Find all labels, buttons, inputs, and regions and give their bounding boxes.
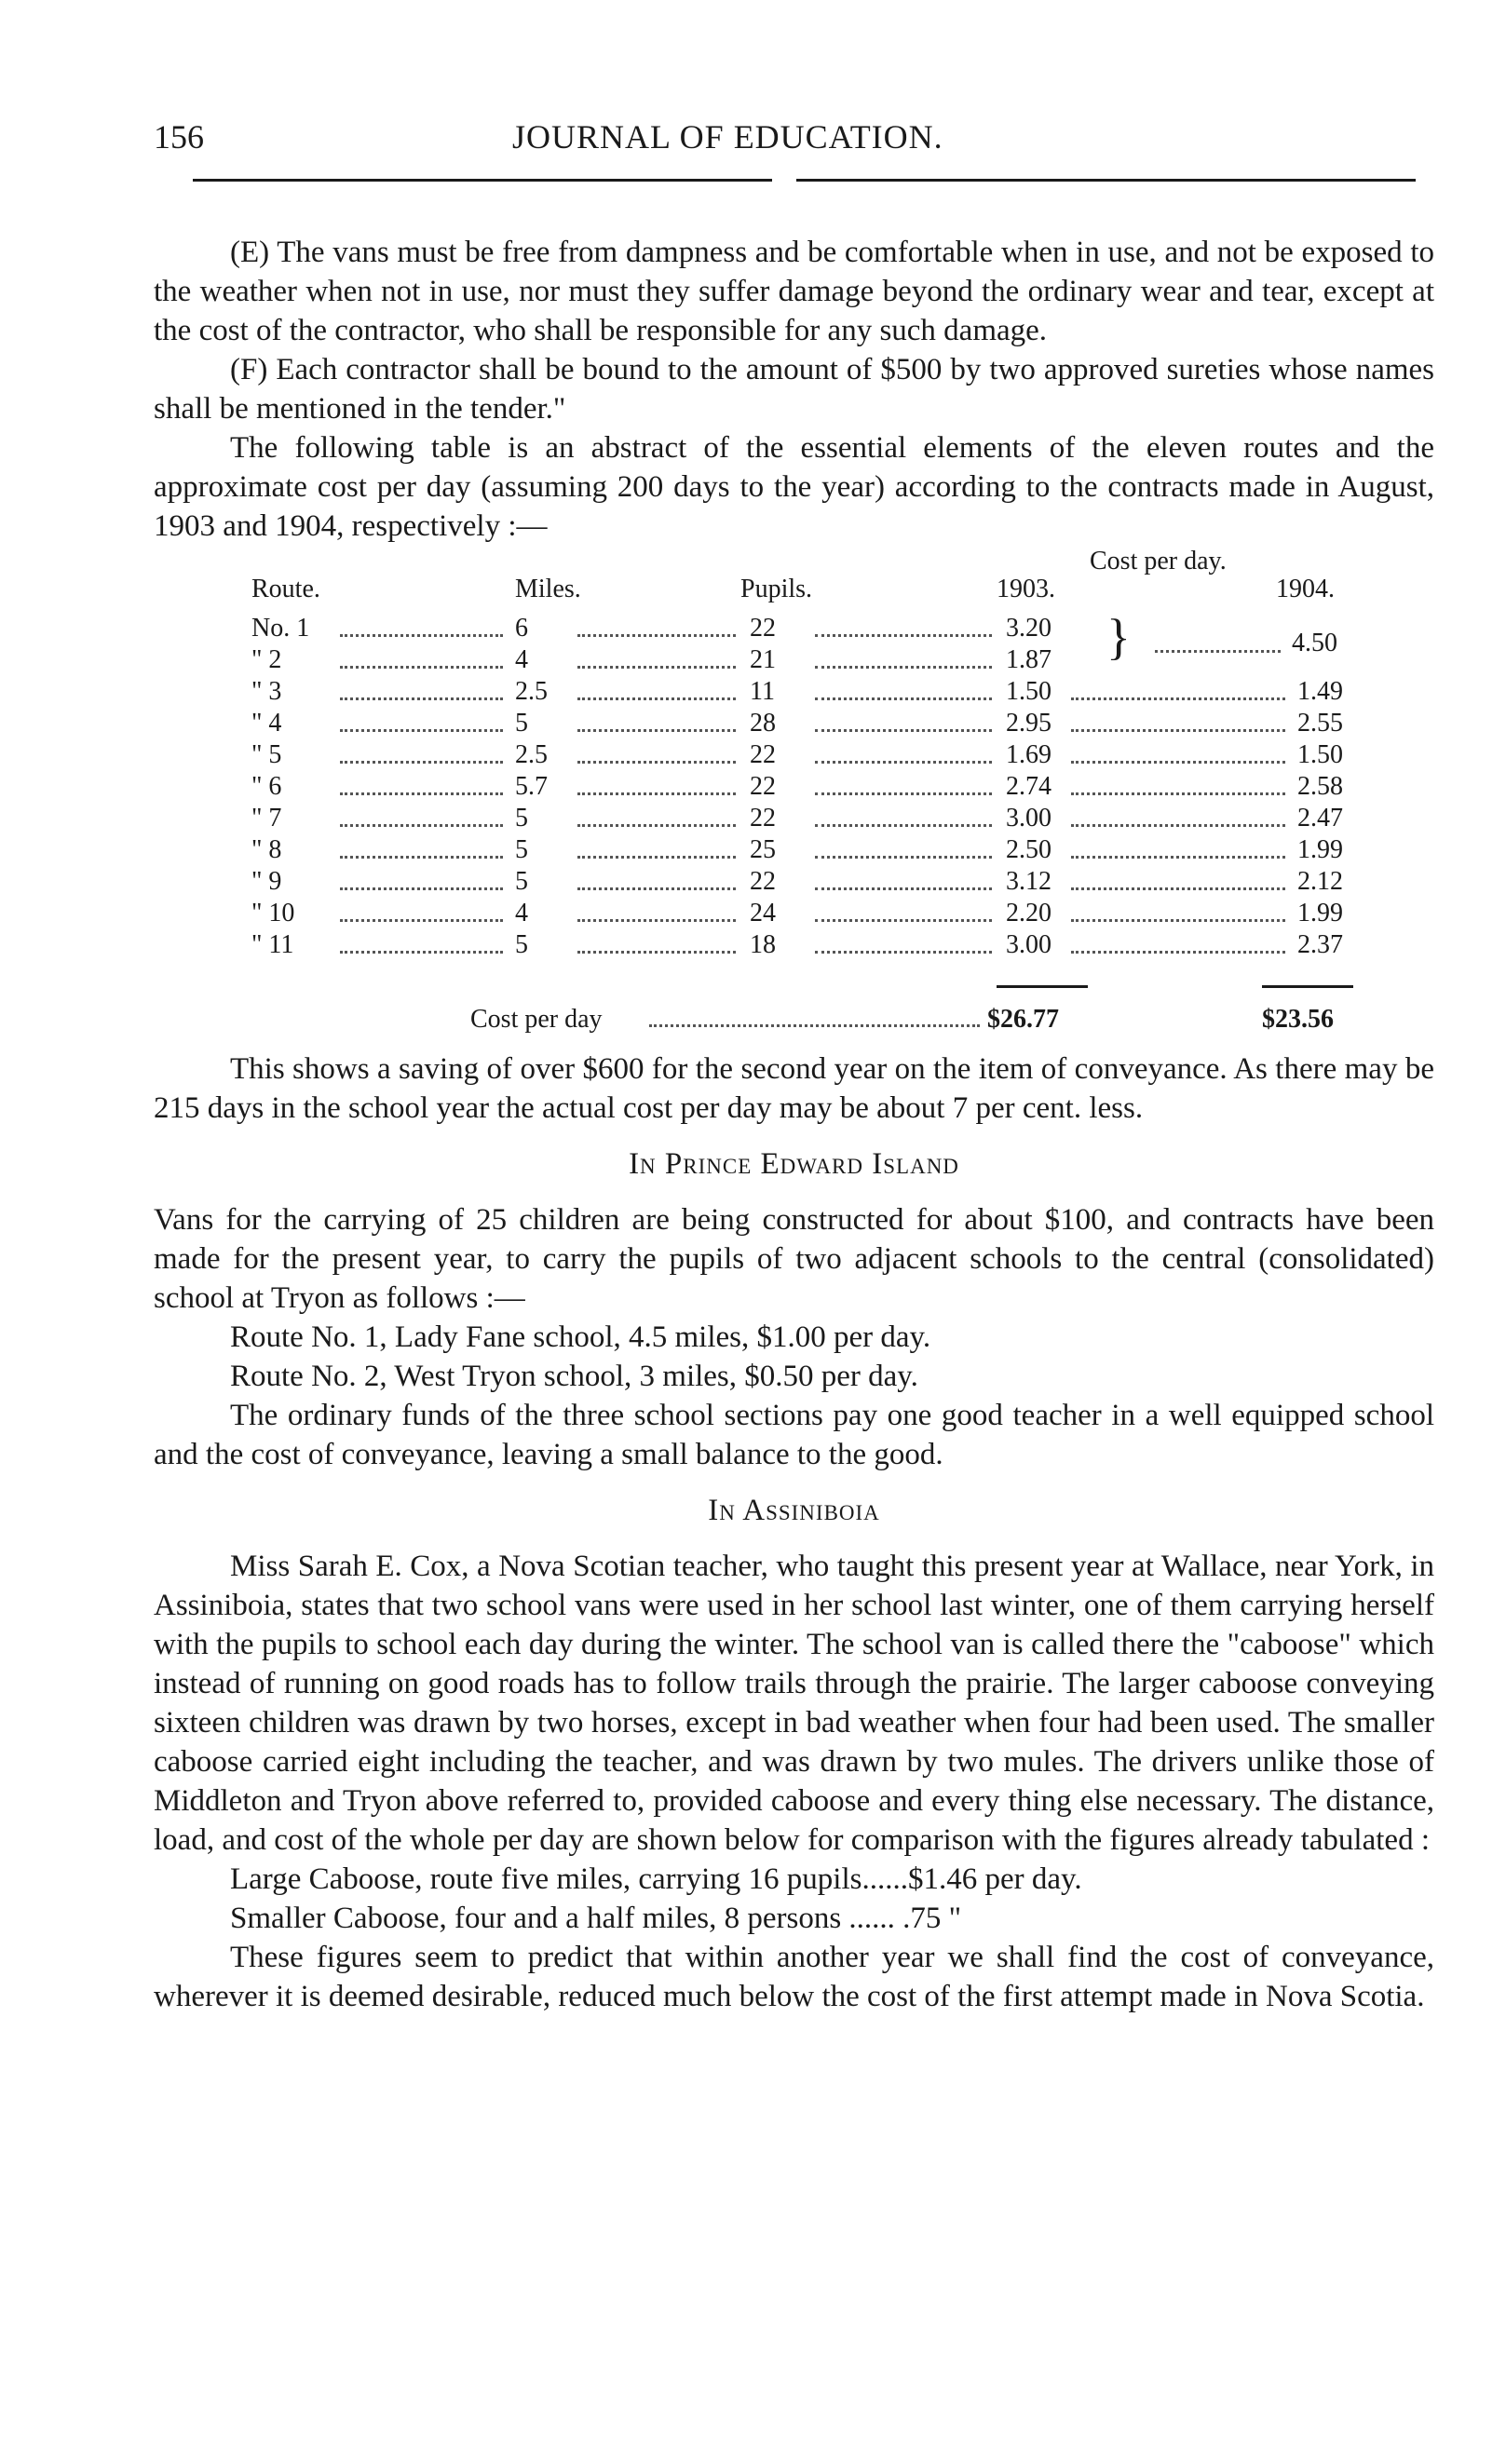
cell-1903: 3.00 [1006, 804, 1051, 833]
cell-pupils: 22 [750, 804, 776, 833]
cost-table [154, 547, 1434, 1049]
dot-leader [1071, 697, 1285, 700]
cell-route: " 6 [251, 772, 282, 801]
page-number: 156 [154, 118, 204, 156]
dot-leader [815, 729, 992, 732]
dot-leader [815, 666, 992, 669]
cell-pupils: 22 [750, 740, 776, 769]
paragraph-table-intro: The following table is an abstract of the essential elements of the eleven routes and the approximate cost per day (assuming 200 days to the year) according to the contracts made in August, 1903 and 1904, respectively :— [154, 431, 1434, 543]
dot-leader [340, 792, 503, 795]
cell-1903: 2.74 [1006, 772, 1051, 801]
cell-miles: 4 [515, 645, 528, 674]
dot-leader [340, 729, 503, 732]
route-line-1: Route No. 1, Lady Fane school, 4.5 miles, $1.00 per day. [230, 1320, 931, 1354]
dot-leader [340, 697, 503, 700]
dot-leader [1071, 919, 1285, 922]
header-pupils: Pupils. [740, 575, 813, 603]
cell-1904: 2.37 [1297, 930, 1343, 959]
heading-prince-edward-island: In Prince Edward Island [629, 1147, 959, 1181]
dot-leader [340, 761, 503, 764]
dot-leader [340, 634, 503, 637]
cell-route: " 8 [251, 835, 282, 864]
sum-rule-1904 [1262, 985, 1353, 988]
page-body [154, 233, 1434, 2016]
header-miles: Miles. [515, 575, 581, 603]
cell-miles: 2.5 [515, 677, 548, 706]
dot-leader [1071, 824, 1285, 827]
sum-rule-1903 [997, 985, 1088, 988]
dot-leader [577, 856, 736, 859]
cell-route: " 11 [251, 930, 294, 959]
dot-leader [577, 824, 736, 827]
cell-1903: 1.69 [1006, 740, 1051, 769]
cell-route: " 9 [251, 867, 282, 896]
header-1903: 1903. [997, 575, 1055, 603]
paragraph-f: (F) Each contractor shall be bound to the amount of $500 by two approved sureties whose names shall be mentioned in the tender." [154, 353, 1434, 426]
cell-route: " 4 [251, 709, 282, 738]
cell-1903: 2.50 [1006, 835, 1051, 864]
header-route: Route. [251, 575, 320, 603]
dot-leader [1071, 856, 1285, 859]
dot-leader [340, 887, 503, 890]
dot-leader [1071, 792, 1285, 795]
dot-leader [340, 919, 503, 922]
cell-route: " 3 [251, 677, 282, 706]
dot-leader [815, 792, 992, 795]
bracket-brace: } [1106, 609, 1131, 665]
cell-1904: 2.47 [1297, 804, 1343, 833]
cell-miles: 5 [515, 835, 528, 864]
header-rule-right [796, 179, 1416, 182]
cell-1903: 3.20 [1006, 614, 1051, 643]
dot-leader [815, 697, 992, 700]
cell-miles: 5 [515, 930, 528, 959]
cell-1904: 1.99 [1297, 835, 1343, 864]
cell-route: " 5 [251, 740, 282, 769]
large-caboose-line: Large Caboose, route five miles, carrying 16 pupils......$1.46 per day. [230, 1862, 1082, 1896]
dot-leader [1071, 887, 1285, 890]
header-rule-left [193, 179, 772, 182]
total-1903: $26.77 [987, 1005, 1059, 1034]
dot-leader [815, 634, 992, 637]
cell-pupils: 21 [750, 645, 776, 674]
paragraph-pei-funds: The ordinary funds of the three school sections pay one good teacher in a well equipped school and the cost of conveyance, leaving a small balance to the good. [154, 1399, 1434, 1471]
cell-pupils: 28 [750, 709, 776, 738]
dot-leader [1071, 951, 1285, 954]
cell-pupils: 11 [750, 677, 775, 706]
dot-leader [815, 761, 992, 764]
bracket-value-1904: 4.50 [1292, 629, 1337, 657]
cell-1904: 1.99 [1297, 899, 1343, 927]
cell-pupils: 24 [750, 899, 776, 927]
cell-1904: 2.12 [1297, 867, 1343, 896]
dot-leader [577, 697, 736, 700]
cell-pupils: 22 [750, 867, 776, 896]
dot-leader [340, 951, 503, 954]
cost-per-day-header: Cost per day. [1090, 547, 1227, 575]
dot-leader [1071, 729, 1285, 732]
dot-leader [577, 887, 736, 890]
cell-1903: 1.87 [1006, 645, 1051, 674]
cell-route: " 7 [251, 804, 282, 833]
header-1904: 1904. [1276, 575, 1335, 603]
cell-miles: 6 [515, 614, 528, 643]
heading-assiniboia: In Assiniboia [708, 1494, 880, 1527]
dot-leader [577, 761, 736, 764]
cell-1903: 2.95 [1006, 709, 1051, 738]
cell-1904: 2.58 [1297, 772, 1343, 801]
dot-leader [815, 919, 992, 922]
cell-1904: 1.50 [1297, 740, 1343, 769]
route-line-2: Route No. 2, West Tryon school, 3 miles, $0.50 per day. [230, 1360, 918, 1393]
cell-miles: 5.7 [515, 772, 548, 801]
cell-1904: 1.49 [1297, 677, 1343, 706]
cell-miles: 4 [515, 899, 528, 927]
dot-leader [577, 919, 736, 922]
paragraph-pei-vans: Vans for the carrying of 25 children are being constructed for about $100, and contracts have been made for the present year, to carry the pupils of two adjacent schools to the central (consolidated) school at Tryon as follows :— [154, 1203, 1434, 1315]
cell-route: " 10 [251, 899, 295, 927]
cell-pupils: 22 [750, 614, 776, 643]
cell-route: No. 1 [251, 614, 310, 643]
dot-leader [577, 951, 736, 954]
cell-1903: 3.12 [1006, 867, 1051, 896]
total-1904: $23.56 [1262, 1005, 1334, 1034]
paragraph-conclusion: These figures seem to predict that within another year we shall find the cost of conveyance, wherever it is deemed desirable, reduced much below the cost of the first attempt made in Nova Scotia. [154, 1941, 1434, 2013]
cell-1904: 2.55 [1297, 709, 1343, 738]
dot-leader [1155, 650, 1281, 653]
running-title: JOURNAL OF EDUCATION. [512, 118, 943, 156]
dot-leader [577, 634, 736, 637]
dot-leader [340, 824, 503, 827]
dot-leader [577, 666, 736, 669]
total-leader [649, 1024, 980, 1027]
cell-pupils: 25 [750, 835, 776, 864]
cell-pupils: 22 [750, 772, 776, 801]
dot-leader [815, 856, 992, 859]
dot-leader [577, 729, 736, 732]
dot-leader [815, 887, 992, 890]
cell-1903: 3.00 [1006, 930, 1051, 959]
cell-1903: 1.50 [1006, 677, 1051, 706]
dot-leader [340, 666, 503, 669]
cell-1903: 2.20 [1006, 899, 1051, 927]
small-caboose-line: Smaller Caboose, four and a half miles, 8 persons ...... .75 " [230, 1902, 962, 1935]
cell-miles: 5 [515, 804, 528, 833]
dot-leader [577, 792, 736, 795]
cell-miles: 5 [515, 709, 528, 738]
page-header [154, 110, 1434, 166]
cell-pupils: 18 [750, 930, 776, 959]
cell-miles: 2.5 [515, 740, 548, 769]
dot-leader [815, 824, 992, 827]
cell-miles: 5 [515, 867, 528, 896]
dot-leader [815, 951, 992, 954]
cell-route: " 2 [251, 645, 282, 674]
paragraph-saving: This shows a saving of over $600 for the second year on the item of conveyance. As there may be 215 days in the school year the actual cost per day may be about 7 per cent. less. [154, 1052, 1434, 1125]
paragraph-assiniboia: Miss Sarah E. Cox, a Nova Scotian teacher, who taught this present year at Wallace, near York, in Assiniboia, states that two school vans were used in her school last winter, one of them carrying herself with the pupils to school each day during the winter. The school van is called there the "caboose" which instead of running on good roads has to follow trails through the prairie. The larger caboose conveying sixteen children was drawn by two horses, except in bad weather when four had been used. The smaller caboose carried eight including the teacher, and was drawn by two mules. The drivers unlike those of Middleton and Tryon above referred to, provided caboose and every thing else necessary. The distance, load, and cost of the whole per day are shown below for comparison with the figures already tabulated : [154, 1550, 1434, 1857]
total-label: Cost per day [470, 1005, 603, 1034]
dot-leader [1071, 761, 1285, 764]
dot-leader [340, 856, 503, 859]
paragraph-e: (E) The vans must be free from dampness and be comfortable when in use, and not be exposed to the weather when not in use, nor must they suffer damage beyond the ordinary wear and tear, except at the cost of the contractor, who shall be responsible for any such damage. [154, 236, 1434, 347]
